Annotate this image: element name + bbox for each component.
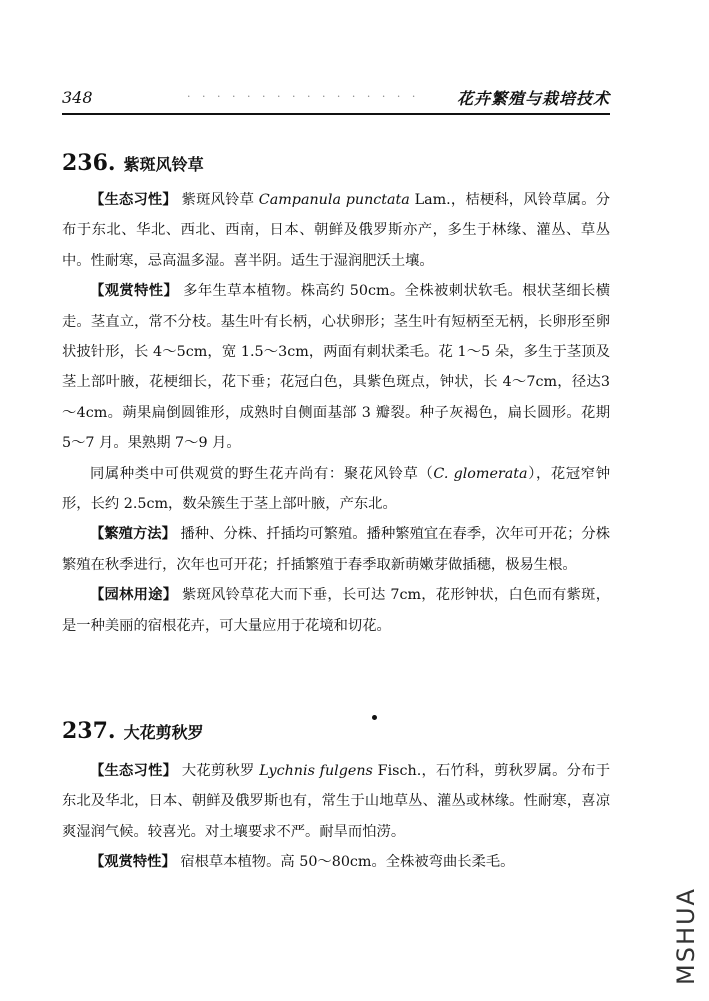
paragraph <box>62 847 610 877</box>
section-number: 237. <box>62 718 116 744</box>
page-number: 348 <box>62 88 93 107</box>
latin-name: C. glomerata <box>433 465 528 482</box>
section-title <box>62 718 204 748</box>
paragraph-label: 【观赏特性】 <box>90 854 176 871</box>
paragraph <box>62 519 610 580</box>
paragraph-text: 多年生草本植物。株高约 50cm。全株被刺状软毛。根状茎细长横走。茎直立，常不分枝。基生叶有长柄，心状卵形；茎生叶有短柄至无柄，长卵形至卵状披针形，长 4～5cm，宽 1.5～3cm，两面有刺状柔毛。花 1～5 朵，多生于茎顶及茎上部叶腋，花梗细长，花下垂；花冠白色，具紫色斑点，钟状，长 4～7cm，径达3～4cm。蒴果扁倒圆锥形，成熟时自侧面基部 3 瓣裂。种子灰褐色，扁长圆形。花期 5～7 月。果熟期 7～9 月。 <box>62 283 611 452</box>
paragraph-text: Lam.，桔梗科，风铃草属。分布于东北、华北、西北、西南，日本、朝鲜及俄罗斯亦产，多生于林缘、灌丛、草丛中。性耐寒，忌高温多湿。喜半阴。适生于湿润肥沃土壤。 <box>62 192 611 269</box>
paragraph-text: ），花冠窄钟形，长约 2.5cm，数朵簇生于茎上部叶腋，产东北。 <box>62 465 610 513</box>
paragraph-text: 播种、分株、扦插均可繁殖。播种繁殖宜在春季，次年可开花；分株繁殖在秋季进行，次年也可开花；扦插繁殖于春季取新萌嫩芽做插穗，极易生根。 <box>62 526 611 573</box>
paragraph-text: 同属种类中可供观赏的野生花卉尚有：聚花风铃草（ <box>90 465 434 482</box>
paragraph <box>62 276 610 458</box>
paragraph-label: 【观赏特性】 <box>90 283 179 300</box>
section-body <box>62 756 610 878</box>
paragraph-label: 【生态习性】 <box>90 192 177 208</box>
paragraph-text: Fisch.，石竹科，剪秋罗属。分布于东北及华北，日本、朝鲜及俄罗斯也有，常生于山地草丛、灌丛或林缘。性耐寒，喜凉爽湿润气候。较喜光。对土壤要求不严。耐旱而怕涝。 <box>62 763 610 840</box>
paragraph-label: 【园林用途】 <box>90 587 178 604</box>
section-number: 236. <box>62 150 116 176</box>
section-name: 紫斑风铃草 <box>123 155 204 174</box>
watermark-text: MSHUA <box>672 887 700 985</box>
paragraph <box>62 580 610 641</box>
paragraph-text: 宿根草本植物。高 50～80cm。全株被弯曲长柔毛。 <box>175 854 515 871</box>
paragraph-label: 【生态习性】 <box>90 763 178 779</box>
header-dots: · · · · · · · · · · · · · · · · <box>187 90 420 103</box>
print-speck <box>372 715 377 720</box>
paragraph-text: 大花剪秋罗 <box>177 763 260 779</box>
latin-name: Campanula punctata <box>258 192 410 208</box>
paragraph <box>62 185 610 276</box>
paragraph <box>62 459 610 520</box>
page-header <box>62 84 610 110</box>
paragraph-text: 紫斑风铃草 <box>176 192 259 208</box>
running-title: 花卉繁殖与栽培技术 <box>456 89 610 108</box>
paragraph-text: 紫斑风铃草花大而下垂，长可达 7cm，花形钟状，白色而有紫斑，是一种美丽的宿根花卉，可大量应用于花境和切花。 <box>62 587 611 634</box>
latin-name: Lychnis fulgens <box>259 763 373 779</box>
section-title <box>62 150 204 180</box>
section-name: 大花剪秋罗 <box>123 723 204 742</box>
watermark <box>668 880 704 992</box>
header-rule <box>62 113 610 115</box>
section-body <box>62 185 610 641</box>
paragraph <box>62 756 610 847</box>
paragraph-label: 【繁殖方法】 <box>90 526 176 543</box>
